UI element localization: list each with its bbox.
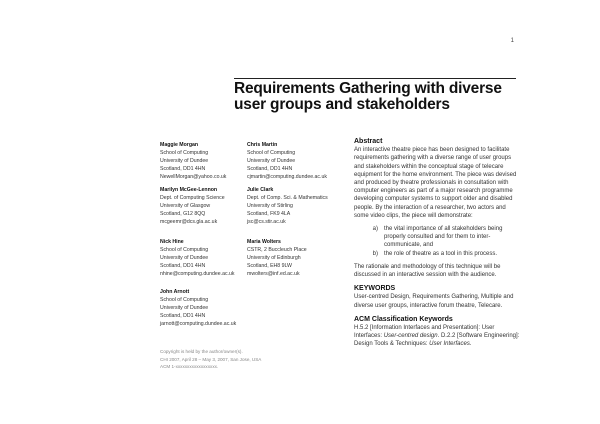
acm-heading: ACM Classification Keywords (354, 315, 453, 323)
author-email: jarnott@computing.dundee.ac.uk (160, 321, 237, 327)
author-affil-line: University of Dundee (160, 305, 209, 311)
author-email: mcgeemr@dcs.gla.ac.uk (160, 219, 218, 225)
paper-title: Requirements Gathering with diverse user groups and stakeholders (234, 80, 502, 113)
author-email: jsc@cs.stir.ac.uk (247, 219, 286, 225)
acm-text-part: H.5.2 [Information Interfaces and Presentation]: User Interfaces: (354, 325, 495, 340)
acm-text-part: . D.2.2 [Software Engineering]: Design Tools & Techniques: (354, 333, 520, 348)
author-block (247, 186, 352, 226)
author-name: Chris Martin (247, 142, 278, 148)
page-number: 1 (510, 38, 514, 44)
author-email: nhine@computing.dundee.ac.uk (160, 271, 235, 277)
list-item-text: the role of theatre as a tool in this process. (384, 250, 498, 257)
author-name: John Arnott (160, 289, 190, 295)
acm-text (354, 324, 522, 349)
author-affil-line: Scotland, DD1 4HN (160, 313, 206, 319)
author-block (160, 186, 245, 226)
author-affil-line: University of Stirling (247, 203, 293, 209)
author-affil-line: School of Computing (160, 247, 209, 253)
author-name: Maria Wolters (247, 239, 281, 245)
author-name: Marilyn McGee-Lennon (160, 187, 218, 193)
author-affil-line: University of Dundee (247, 158, 296, 164)
copyright-line: CHI 2007, April 28 – May 3, 2007, San Jose, USA (160, 356, 262, 362)
author-email: NewellMorgan@yahoo.co.uk (160, 174, 227, 180)
author-name: Maggie Morgan (160, 142, 199, 148)
author-affil-line: Scotland, DD1 4HN (247, 166, 293, 172)
author-block (160, 141, 245, 181)
abstract-section (354, 138, 522, 349)
author-affil-line: CSTR, 2 Buccleuch Place (247, 247, 307, 253)
author-affil-line: School of Computing (247, 150, 296, 156)
author-email: cjmartin@computing.dundee.ac.uk (247, 174, 327, 180)
keywords-heading: KEYWORDS (354, 285, 396, 293)
author-affil-line: Dept. of Comp. Sci. & Mathematics (247, 195, 328, 201)
author-affil-line: Scotland, DD1 4HN (160, 263, 206, 269)
abstract-closing: The rationale and methodology of this technique will be discussed in an interactive session with the audience. (354, 263, 501, 279)
author-affil-line: School of Computing (160, 297, 209, 303)
author-affil-line: University of Dundee (160, 158, 209, 164)
list-item (354, 225, 522, 250)
acm-text-part: User Interfaces (429, 341, 470, 348)
acm-text-part: . (469, 341, 472, 348)
author-block (160, 288, 245, 328)
author-affil-line: School of Computing (160, 150, 209, 156)
author-name: Nick Hine (160, 239, 184, 245)
list-item (354, 250, 522, 258)
author-affil-line: University of Dundee (160, 255, 209, 261)
author-block (160, 238, 245, 278)
title-rule (234, 78, 516, 79)
keywords-text: User-centred Design, Requirements Gathering, Multiple and diverse user groups, interactive forum theatre, Telecare. (354, 294, 514, 309)
author-affil-line: Scotland, EH8 9LW (247, 263, 292, 269)
list-item-label: b) (372, 250, 378, 257)
author-block (247, 238, 352, 278)
copyright-line: ACM 1-xxxxxxxxxxxxxxxxxx. (160, 364, 219, 369)
author-email: mwolters@inf.ed.ac.uk (247, 271, 300, 277)
author-affil-line: Scotland, G12 8QQ (160, 211, 206, 217)
author-affil-line: Scotland, FK9 4LA (247, 211, 291, 217)
author-block (247, 141, 352, 181)
author-affil-line: Dept. of Computing Science (160, 195, 225, 201)
author-name: Julie Clark (247, 187, 274, 193)
list-item-text: the vital importance of all stakeholders being properly consulted and for them to inter-communicate, and (384, 226, 503, 249)
list-item-label: a) (372, 226, 378, 233)
author-affil-line: University of Glasgow (160, 203, 211, 209)
copyright-line: Copyright is held by the author/owner(s). (160, 349, 243, 354)
acm-text-part: User-centred design (383, 333, 438, 340)
copyright-note (160, 348, 350, 371)
abstract-text: An interactive theatre piece has been designed to facilitate requirements gathering with a diverse range of user groups and stakeholders within the conceptual stage of telecare equipment for the home environment. The piece was devised and produced by theatre professionals in consultation with computer engineers as part of a major research programme developing computer systems to support older and disabled people. By the interaction of a researcher, two actors and some video clips, the piece will demonstrate: (354, 147, 517, 219)
abstract-heading: Abstract (354, 138, 383, 145)
author-affil-line: Scotland, DD1 4HN (160, 166, 206, 172)
author-affil-line: University of Edinburgh (247, 255, 301, 261)
